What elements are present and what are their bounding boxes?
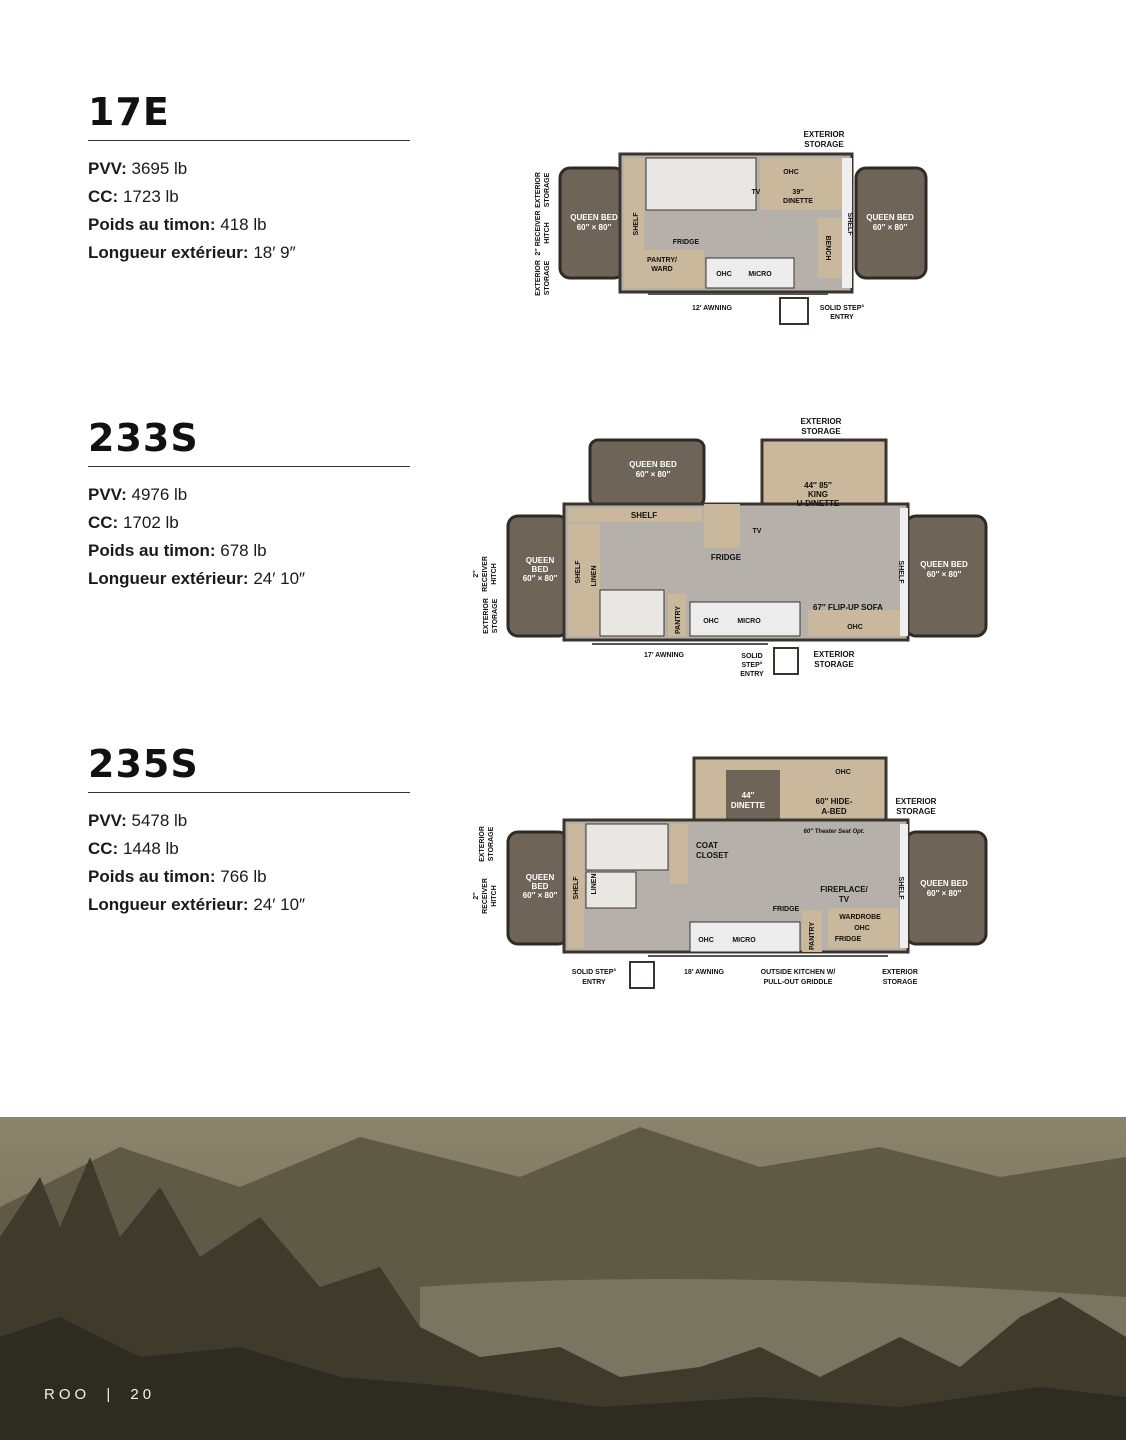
label-fridge: FRIDGE	[772, 906, 800, 913]
page-number: 20	[130, 1386, 156, 1403]
svg-text:ENTRY: ENTRY	[582, 979, 606, 986]
title-rule	[88, 466, 410, 467]
label-awning: 17′ AWNING	[644, 652, 684, 659]
label-ext-storage-left-top: EXTERIOR	[535, 172, 542, 208]
spec-cc: CC: 1723 lb	[88, 187, 179, 206]
label-queen-bed-left: QUEEN BED	[570, 213, 618, 222]
label-ohc-top: OHC	[835, 769, 851, 776]
label-shelf-left: SHELF	[573, 876, 580, 900]
page-footer	[44, 1386, 155, 1403]
label-hide-a-bed: 60″ HIDE-	[815, 797, 853, 806]
svg-text:PULL-OUT GRIDDLE: PULL-OUT GRIDDLE	[763, 979, 833, 986]
svg-text:STORAGE: STORAGE	[488, 826, 495, 862]
spec-hitch-weight: Poids au timon: 766 lb	[88, 867, 267, 886]
label-queen-bed-left: QUEEN	[525, 556, 555, 565]
label-ohc: OHC	[703, 618, 719, 625]
label-linen: LINEN	[591, 873, 598, 895]
spec-exterior-length: Longueur extérieur: 24′ 10″	[88, 895, 306, 914]
model-17e-specs	[88, 92, 410, 267]
label-wardrobe: WARDROBE	[839, 914, 881, 921]
svg-text:60″ × 80″: 60″ × 80″	[635, 470, 671, 479]
svg-text:U-DINETTE: U-DINETTE	[796, 499, 840, 508]
svg-text:STORAGE: STORAGE	[882, 979, 918, 986]
model-title: 233S	[88, 416, 199, 460]
svg-text:DINETTE: DINETTE	[730, 801, 766, 810]
model-233s-specs	[88, 418, 410, 593]
svg-text:KING: KING	[808, 490, 828, 499]
label-tv: TV	[752, 528, 762, 535]
svg-text:ENTRY: ENTRY	[830, 314, 854, 321]
svg-text:STORAGE: STORAGE	[896, 807, 936, 816]
label-theater-seat: 60″ Theater Seat Opt.	[803, 829, 865, 835]
svg-text:WARD: WARD	[651, 266, 673, 273]
model-title: 235S	[88, 742, 199, 786]
svg-text:STORAGE: STORAGE	[544, 172, 551, 208]
label-queen-bed-left: QUEEN	[525, 873, 555, 882]
label-queen-bed-right: QUEEN BED	[920, 879, 968, 888]
label-shelf-left: SHELF	[575, 560, 582, 584]
footer-separator: |	[106, 1386, 115, 1403]
label-ext-storage-bottom: EXTERIOR	[813, 650, 855, 659]
label-shelf-right: SHELF	[846, 212, 853, 236]
svg-text:STORAGE: STORAGE	[544, 260, 551, 296]
svg-text:HITCH: HITCH	[491, 885, 498, 907]
svg-text:EXTERIOR	[804, 130, 845, 139]
svg-text:BED: BED	[531, 565, 549, 574]
svg-text:STORAGE: STORAGE	[492, 598, 499, 634]
spec-hitch-weight: Poids au timon: 418 lb	[88, 215, 267, 234]
label-fridge: FRIDGE	[710, 553, 742, 562]
label-sofa: 67″ FLIP-UP SOFA	[813, 603, 883, 612]
label-shelf-left: SHELF	[633, 212, 640, 236]
title-rule	[88, 792, 410, 793]
svg-text:STEP°: STEP°	[741, 662, 763, 669]
svg-text:BED: BED	[531, 882, 549, 891]
spec-gvwr: PVV: 3695 lb	[88, 159, 188, 178]
label-entry: SOLID	[741, 653, 763, 660]
label-shelf-right: SHELF	[897, 560, 904, 584]
svg-text:DINETTE: DINETTE	[783, 198, 813, 205]
label-shelf-right: SHELF	[897, 876, 904, 900]
label-bench: BENCH	[824, 235, 831, 261]
label-fireplace: FIREPLACE/	[820, 885, 868, 894]
svg-text:HITCH: HITCH	[491, 563, 498, 585]
label-dinette: 44″	[741, 791, 755, 800]
svg-text:TV: TV	[838, 895, 850, 904]
label-dinette: 39″	[792, 189, 804, 196]
svg-text:ENTRY: ENTRY	[740, 671, 764, 678]
label-receiver-hitch: 2″	[473, 892, 480, 900]
label-queen-bed-top: QUEEN BED	[629, 460, 677, 469]
svg-text:CLOSET: CLOSET	[696, 851, 729, 860]
footer-brand: ROO	[44, 1386, 91, 1403]
spec-exterior-length: Longueur extérieur: 24′ 10″	[88, 569, 306, 588]
label-queen-bed-right: QUEEN BED	[866, 213, 914, 222]
label-fridge-right: FRIDGE	[834, 936, 862, 943]
model-title: 17E	[88, 90, 170, 134]
floorplan-233s	[468, 414, 998, 691]
label-linen: LINEN	[591, 565, 598, 587]
svg-text:60″ × 80″: 60″ × 80″	[522, 574, 558, 583]
label-ext-storage-bottom: EXTERIOR	[882, 969, 918, 976]
label-outside-kitchen: OUTSIDE KITCHEN W/	[760, 969, 836, 976]
label-awning: 18′ AWNING	[684, 969, 724, 976]
spec-gvwr: PVV: 4976 lb	[88, 485, 188, 504]
spec-exterior-length: Longueur extérieur: 18′ 9″	[88, 243, 296, 262]
model-235s-specs	[88, 744, 410, 919]
label-entry: SOLID STEP°	[571, 969, 617, 976]
label-ext-storage-right-top: EXTERIOR	[895, 797, 937, 806]
label-ext-storage-left: EXTERIOR	[483, 598, 490, 634]
spec-gvwr: PVV: 5478 lb	[88, 811, 188, 830]
svg-text:60″ × 80″: 60″ × 80″	[522, 891, 558, 900]
label-micro: MICRO	[732, 937, 756, 944]
label-tv: TV	[751, 189, 761, 196]
label-ext-storage-left-bottom: EXTERIOR	[535, 260, 542, 296]
title-rule	[88, 140, 410, 141]
label-receiver-hitch: 2″ RECEIVER	[535, 210, 542, 256]
svg-text:A-BED: A-BED	[821, 807, 847, 816]
label-fridge: FRIDGE	[672, 239, 700, 246]
spec-cc: CC: 1702 lb	[88, 513, 179, 532]
label-receiver-hitch: 2″	[473, 570, 480, 578]
svg-text:STORAGE: STORAGE	[801, 427, 841, 436]
label-ext-storage-top: EXTERIOR	[800, 417, 842, 426]
label-queen-bed-right: QUEEN BED	[920, 560, 968, 569]
landscape-photo	[0, 1117, 1126, 1440]
svg-text:60″ × 80″: 60″ × 80″	[926, 570, 962, 579]
spec-cc: CC: 1448 lb	[88, 839, 179, 858]
svg-text:RECEIVER: RECEIVER	[482, 556, 489, 592]
svg-text:60″ × 80″: 60″ × 80″	[872, 223, 908, 232]
spec-hitch-weight: Poids au timon: 678 lb	[88, 541, 267, 560]
svg-text:STORAGE: STORAGE	[804, 140, 844, 149]
svg-text:60″ × 80″: 60″ × 80″	[576, 223, 612, 232]
label-micro: MICRO	[737, 618, 761, 625]
svg-text:RECEIVER: RECEIVER	[482, 878, 489, 914]
label-pantry: PANTRY	[809, 922, 816, 950]
label-ohc-right: OHC	[847, 624, 863, 631]
label-ohc-right: OHC	[854, 925, 870, 932]
label-ext-storage-left: EXTERIOR	[479, 826, 486, 862]
svg-text:HITCH: HITCH	[544, 222, 551, 244]
label-pantry: PANTRY	[675, 606, 682, 634]
label-awning: 12′ AWNING	[692, 305, 732, 312]
svg-text:60″ × 80″: 60″ × 80″	[926, 889, 962, 898]
label-pantry: PANTRY/	[647, 257, 677, 264]
label-shelf-top: SHELF	[630, 511, 658, 520]
label-ohc-bottom: OHC	[716, 271, 732, 278]
label-ext-storage-top: EXTERIOR	[803, 130, 845, 139]
floorplan-235s	[468, 756, 998, 1001]
floorplan-17e	[528, 128, 948, 333]
label-ohc: OHC	[698, 937, 714, 944]
label-micro: MICRO	[748, 271, 772, 278]
label-entry: SOLID STEP°	[819, 305, 865, 312]
svg-text:STORAGE: STORAGE	[814, 660, 854, 669]
label-ohc-top: OHC	[783, 169, 799, 176]
label-dinette: 44″ 85″	[804, 481, 832, 490]
label-coat-closet: COAT	[696, 841, 719, 850]
